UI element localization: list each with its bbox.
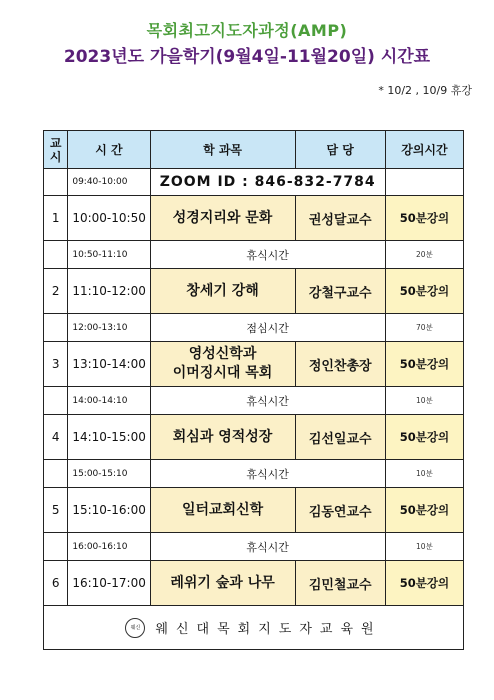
class-number: 2 [44, 269, 68, 314]
break-row [44, 460, 464, 488]
break-time: 16:00-16:10 [68, 533, 150, 561]
break-row [44, 387, 464, 415]
break-period [44, 387, 68, 415]
break-label: 점심시간 [150, 314, 385, 342]
break-row [44, 533, 464, 561]
header-row [44, 131, 464, 169]
class-lecture: 50분강의 [385, 488, 463, 533]
class-professor: 김동연교수 [295, 488, 385, 533]
break-label: 휴식시간 [150, 460, 385, 488]
break-time: 10:50-11:10 [68, 241, 150, 269]
timetable [43, 130, 464, 650]
header-lecture-time: 강의시간 [385, 131, 463, 169]
header-subject: 학 과목 [150, 131, 295, 169]
break-label: 휴식시간 [150, 241, 385, 269]
class-professor: 김선일교수 [295, 415, 385, 460]
class-time: 13:10-14:00 [68, 342, 150, 387]
zoom-empty [385, 169, 463, 196]
break-time: 14:00-14:10 [68, 387, 150, 415]
class-subject: 성경지리와 문화 [150, 196, 295, 241]
class-row [44, 342, 464, 387]
holiday-note: * 10/2 , 10/9 휴강 [378, 84, 472, 97]
zoom-period [44, 169, 68, 196]
institution-footer [44, 618, 463, 638]
class-row [44, 415, 464, 460]
break-period [44, 460, 68, 488]
class-professor: 정인찬총장 [295, 342, 385, 387]
class-time: 15:10-16:00 [68, 488, 150, 533]
break-row [44, 314, 464, 342]
class-lecture: 50분강의 [385, 415, 463, 460]
class-number: 1 [44, 196, 68, 241]
class-subject: 영성신학과 이머징시대 목회 [150, 342, 295, 387]
class-number: 5 [44, 488, 68, 533]
class-lecture: 50분강의 [385, 561, 463, 606]
institution-seal-icon: 웨신 [125, 618, 145, 638]
footer-cell [44, 606, 464, 650]
zoom-row [44, 169, 464, 196]
institution-name: 웨신대목회지도자교육원 [155, 622, 382, 637]
program-title: 목회최고지도자과정(AMP) [146, 21, 348, 40]
header-professor: 담 당 [295, 131, 385, 169]
class-lecture: 50분강의 [385, 196, 463, 241]
break-period [44, 533, 68, 561]
schedule-title: 2023년도 가을학기(9월4일-11월20일) 시간표 [63, 47, 431, 67]
class-row [44, 269, 464, 314]
break-label: 휴식시간 [150, 387, 385, 415]
zoom-time: 09:40-10:00 [68, 169, 150, 196]
class-subject: 레위기 숲과 나무 [150, 561, 295, 606]
break-period [44, 314, 68, 342]
class-number: 6 [44, 561, 68, 606]
class-row [44, 488, 464, 533]
class-subject: 창세기 강해 [150, 269, 295, 314]
class-time: 14:10-15:00 [68, 415, 150, 460]
header-period: 교 시 [44, 131, 68, 169]
class-time: 10:00-10:50 [68, 196, 150, 241]
class-row [44, 196, 464, 241]
header-time: 시 간 [68, 131, 150, 169]
class-row [44, 561, 464, 606]
break-duration: 10분 [385, 533, 463, 561]
break-label: 휴식시간 [150, 533, 385, 561]
break-time: 15:00-15:10 [68, 460, 150, 488]
class-number: 3 [44, 342, 68, 387]
break-row [44, 241, 464, 269]
break-period [44, 241, 68, 269]
class-subject: 일터교회신학 [150, 488, 295, 533]
break-time: 12:00-13:10 [68, 314, 150, 342]
class-professor: 강철구교수 [295, 269, 385, 314]
class-lecture: 50분강의 [385, 342, 463, 387]
class-number: 4 [44, 415, 68, 460]
class-professor: 권성달교수 [295, 196, 385, 241]
class-time: 11:10-12:00 [68, 269, 150, 314]
class-subject: 회심과 영적성장 [150, 415, 295, 460]
break-duration: 70분 [385, 314, 463, 342]
break-duration: 20분 [385, 241, 463, 269]
zoom-id: ZOOM ID : 846-832-7784 [150, 169, 385, 196]
break-duration: 10분 [385, 460, 463, 488]
class-time: 16:10-17:00 [68, 561, 150, 606]
class-lecture: 50분강의 [385, 269, 463, 314]
class-professor: 김민철교수 [295, 561, 385, 606]
break-duration: 10분 [385, 387, 463, 415]
footer-row [44, 606, 464, 650]
